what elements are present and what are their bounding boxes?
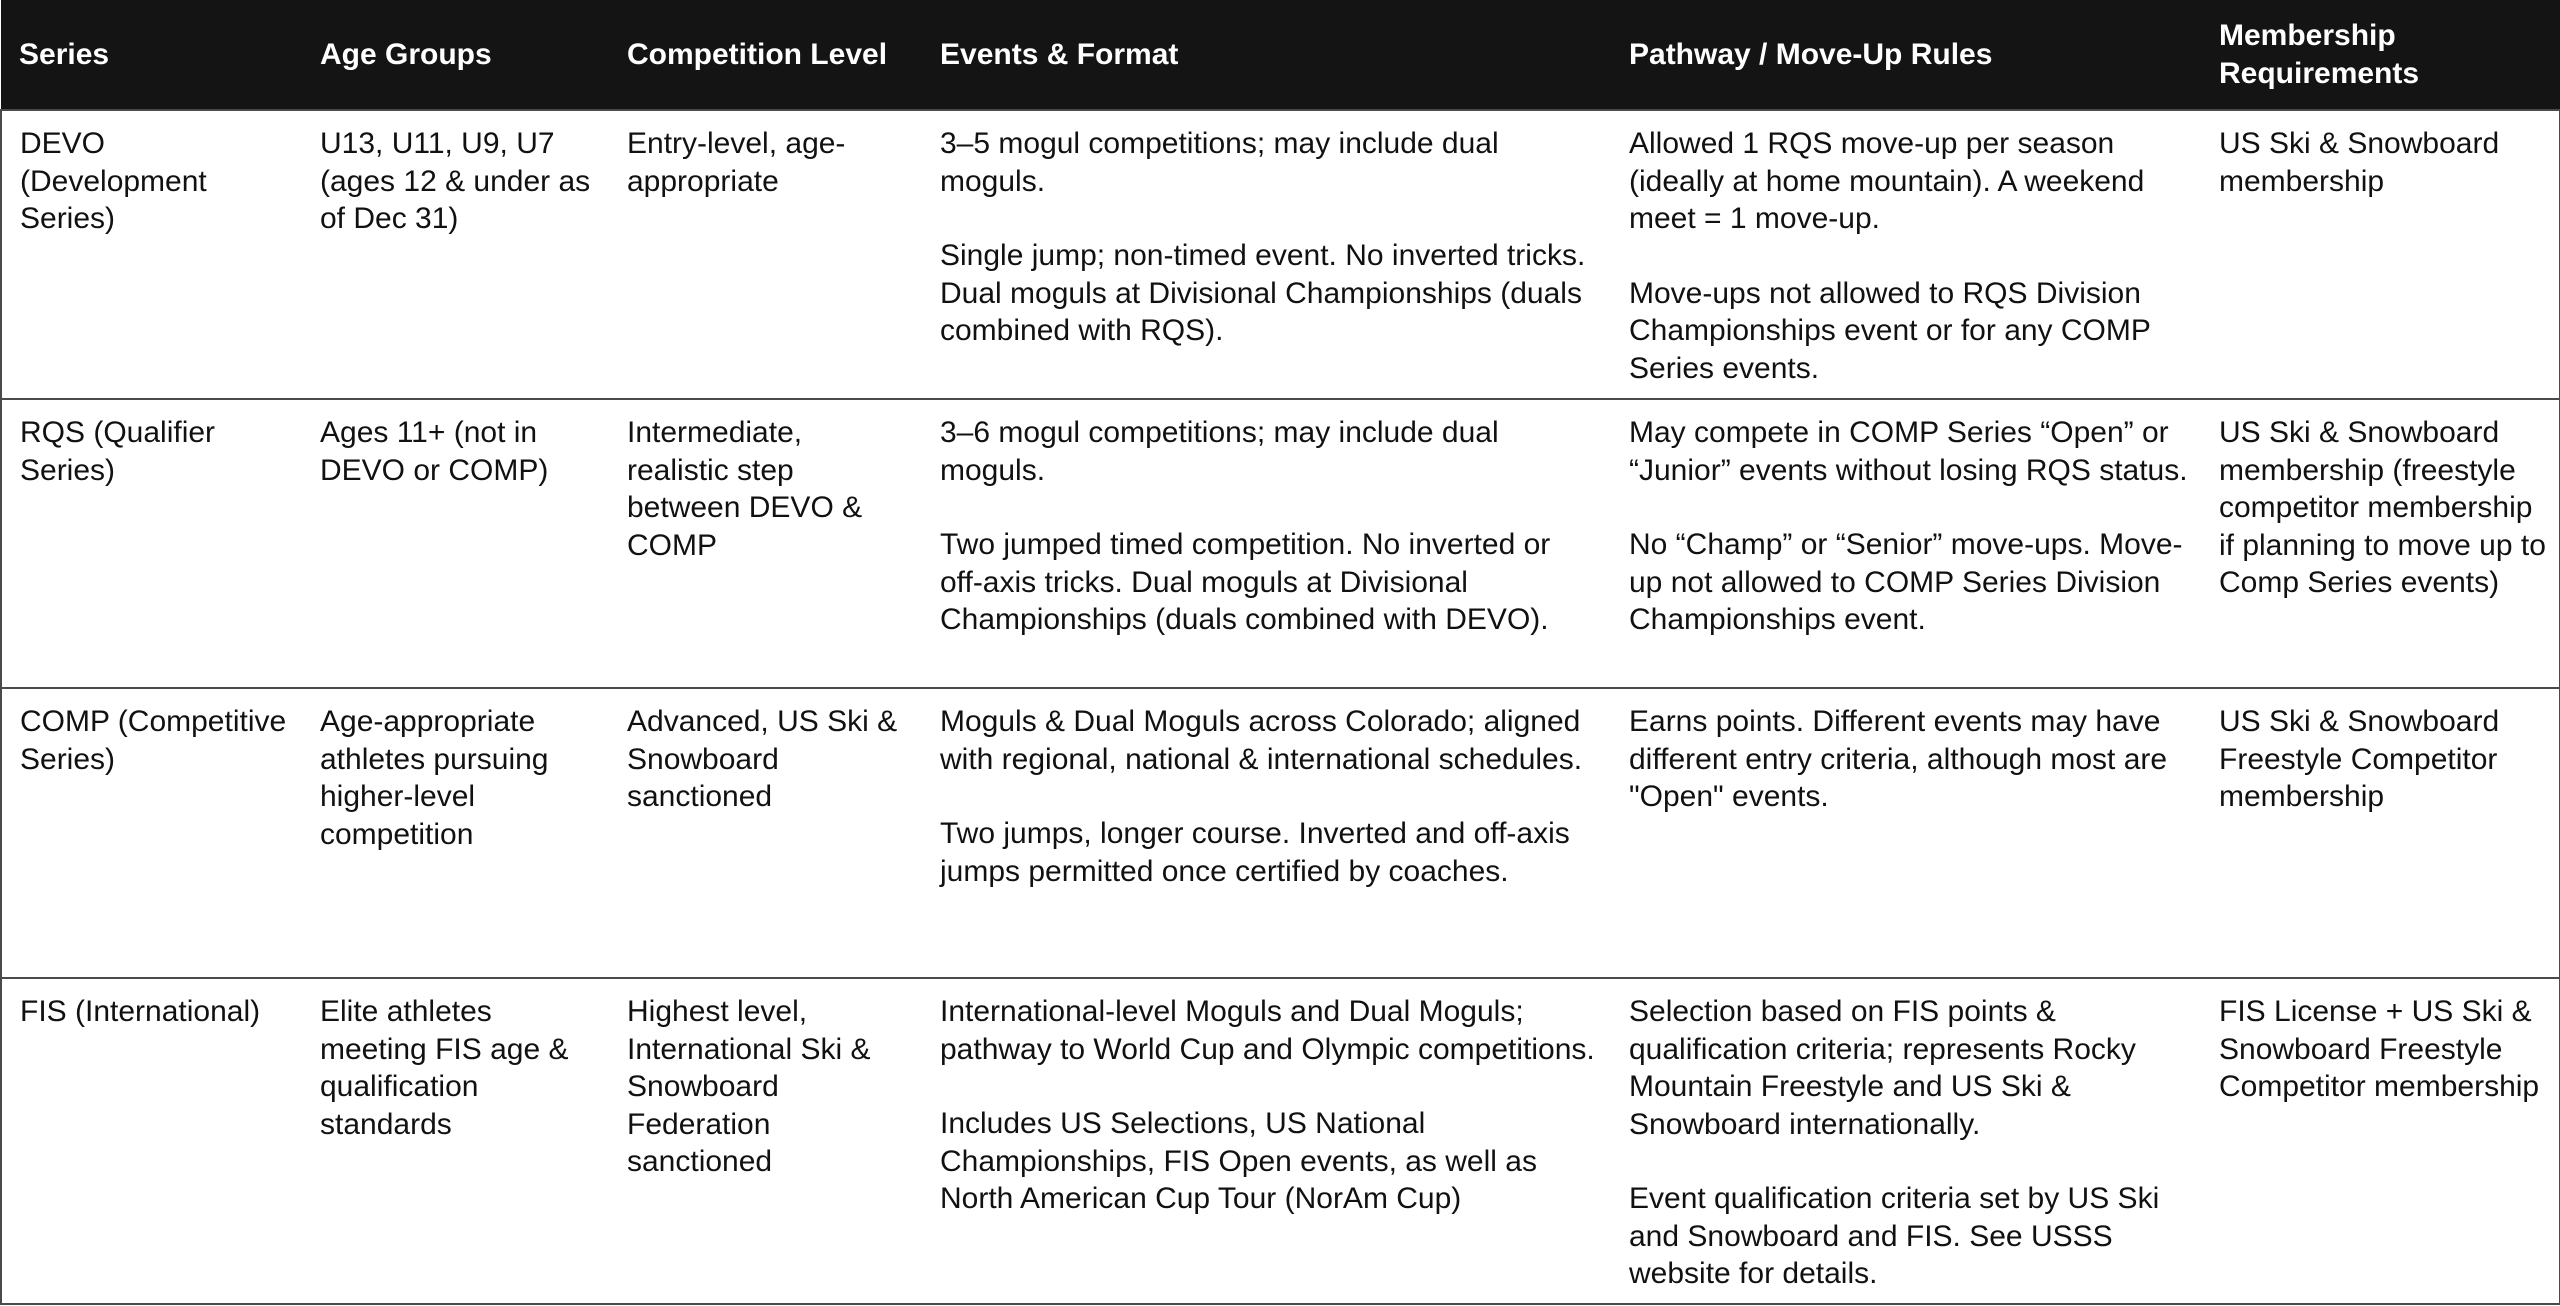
events-format-paragraph: 3–6 mogul competitions; may include dual moguls. [940,416,1499,487]
cell-events-format [922,399,1611,688]
cell-series: FIS (International) [1,978,302,1304]
pathway-paragraph: No “Champ” or “Senior” move-ups. Move-up not allowed to COMP Series Division Championships event. [1629,528,2183,636]
table-header [1,0,2560,110]
pathway-paragraph: Event qualification criteria set by US Ski and Snowboard and FIS. See USSS website for details. [1629,1182,2160,1290]
cell-pathway [1611,688,2201,978]
header-age-groups: Age Groups [302,0,609,110]
header-pathway: Pathway / Move-Up Rules [1611,0,2201,110]
cell-age-groups: Ages 11+ (not in DEVO or COMP) [302,399,609,688]
header-row [1,0,2560,110]
events-format-paragraph: 3–5 mogul competitions; may include dual moguls. [940,127,1499,198]
cell-competition-level: Highest level, International Ski & Snowboard Federation sanctioned [609,978,922,1304]
events-format-paragraph: Two jumps, longer course. Inverted and off-axis jumps permitted once certified by coaches. [940,817,1570,888]
header-events-format: Events & Format [922,0,1611,110]
table-row [1,688,2560,978]
cell-membership: FIS License + US Ski & Snowboard Freestyle Competitor membership [2201,978,2560,1304]
pathway-paragraph: Selection based on FIS points & qualification criteria; represents Rocky Mountain Freestyle and US Ski & Snowboard internationally. [1629,995,2136,1141]
cell-age-groups: U13, U11, U9, U7 (ages 12 & under as of Dec 31) [302,110,609,399]
pathway-paragraph: Allowed 1 RQS move-up per season (ideally at home mountain). A weekend meet = 1 move-up. [1629,127,2145,235]
header-series: Series [1,0,302,110]
events-format-paragraph: Includes US Selections, US National Championships, FIS Open events, as well as North American Cup Tour (NorAm Cup) [940,1107,1537,1215]
cell-competition-level: Advanced, US Ski & Snowboard sanctioned [609,688,922,978]
pathway-paragraph: Move-ups not allowed to RQS Division Championships event or for any COMP Series events. [1629,276,2151,385]
cell-membership: US Ski & Snowboard Freestyle Competitor membership [2201,688,2560,978]
table-row [1,399,2560,688]
table-row [1,978,2560,1304]
header-competition-level: Competition Level [609,0,922,110]
cell-competition-level: Entry-level, age-appropriate [609,110,922,399]
cell-age-groups: Elite athletes meeting FIS age & qualification standards [302,978,609,1304]
cell-age-groups: Age-appropriate athletes pursuing higher-level competition [302,688,609,978]
cell-membership: US Ski & Snowboard membership [2201,110,2560,399]
cell-events-format [922,978,1611,1304]
cell-series: COMP (Competitive Series) [1,688,302,978]
events-format-paragraph: International-level Moguls and Dual Moguls; pathway to World Cup and Olympic competitions. [940,995,1595,1066]
cell-pathway [1611,399,2201,688]
cell-pathway [1611,978,2201,1304]
cell-pathway [1611,110,2201,399]
table-row [1,110,2560,399]
cell-competition-level: Intermediate, realistic step between DEVO & COMP [609,399,922,688]
header-membership: Membership Requirements [2201,0,2560,110]
cell-series: RQS (Qualifier Series) [1,399,302,688]
cell-series: DEVO (Development Series) [1,110,302,399]
table-body [1,110,2560,1304]
events-format-paragraph: Moguls & Dual Moguls across Colorado; aligned with regional, national & international schedules. [940,705,1583,776]
cell-events-format [922,688,1611,978]
cell-membership: US Ski & Snowboard membership (freestyle competitor membership if planning to move up to Comp Series events) [2201,399,2560,688]
pathway-paragraph: May compete in COMP Series “Open” or “Junior” events without losing RQS status. [1629,416,2188,487]
events-format-paragraph: Single jump; non-timed event. No inverted tricks. Dual moguls at Divisional Championships (duals combined with RQS). [940,239,1586,347]
cell-events-format [922,110,1611,399]
events-format-paragraph: Two jumped timed competition. No inverted or off-axis tricks. Dual moguls at Divisional Championships (duals combined with DEVO). [940,528,1551,636]
pathway-paragraph: Earns points. Different events may have different entry criteria, although most are "Open" events. [1629,705,2168,813]
